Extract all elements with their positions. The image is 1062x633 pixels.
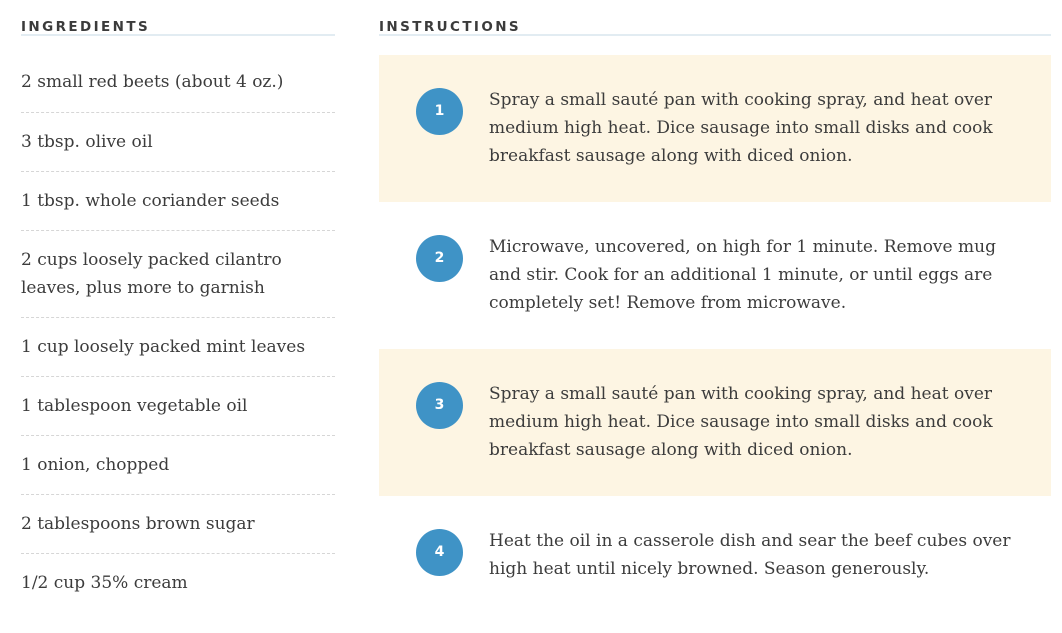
step-text: Spray a small sauté pan with cooking spray, and heat over medium high heat. Dice sausage into small disks and cook breakfast sausage along with diced onion. [489,384,993,460]
instruction-step [379,349,1051,496]
ingredient-item: 1 cup loosely packed mint leaves [21,331,335,377]
step-text: Microwave, uncovered, on high for 1 minute. Remove mug and stir. Cook for an additional 1 minute, or until eggs are completely set! Remove from microwave. [489,237,996,313]
ingredients-section [21,0,335,613]
step-text: Spray a small sauté pan with cooking spray, and heat over medium high heat. Dice sausage into small disks and cook breakfast sausage along with diced onion. [489,90,993,166]
instructions-heading: INSTRUCTIONS [379,0,1051,36]
ingredient-item: 1 tbsp. whole coriander seeds [21,185,335,231]
instructions-section [379,0,1051,633]
ingredient-item: 1 onion, chopped [21,449,335,495]
step-list [379,55,1051,633]
instruction-step [379,55,1051,202]
ingredient-item: 2 small red beets (about 4 oz.) [21,68,335,113]
ingredient-list [21,68,335,613]
step-text: Heat the oil in a casserole dish and sear the beef cubes over high heat until nicely browned. Season generously. [489,531,1011,579]
instruction-step [379,202,1051,349]
ingredients-heading: INGREDIENTS [21,0,335,36]
ingredient-item: 2 tablespoons brown sugar [21,508,335,554]
ingredient-item: 2 cups loosely packed cilantro leaves, plus more to garnish [21,244,335,318]
step-number-badge: 1 [416,88,463,135]
step-number-badge: 3 [416,382,463,429]
ingredient-item: 1/2 cup 35% cream [21,573,188,593]
step-number-badge: 2 [416,235,463,282]
ingredient-item: 3 tbsp. olive oil [21,126,335,172]
instruction-step [379,496,1051,633]
step-number-badge: 4 [416,529,463,576]
ingredient-item: 1 tablespoon vegetable oil [21,390,335,436]
